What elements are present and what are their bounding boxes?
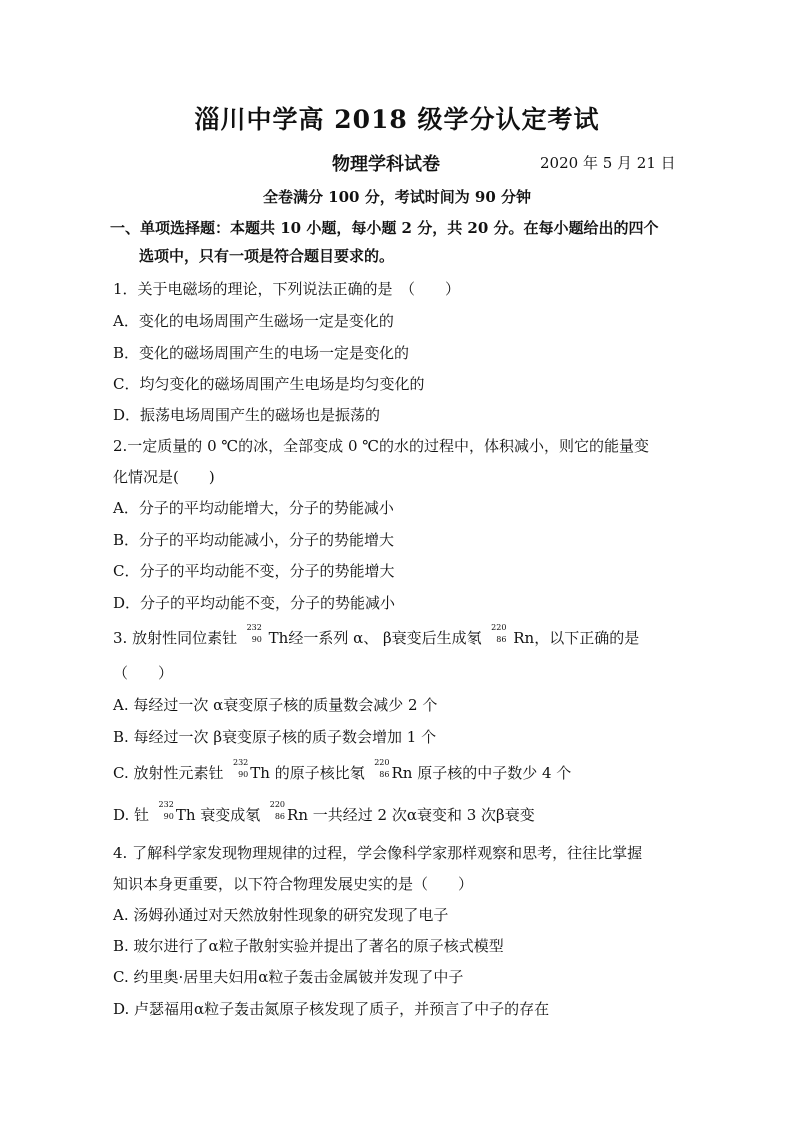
radon-mass-number: 220 xyxy=(374,758,390,767)
q1-option-a: A．变化的电场周围产生磁场一定是变化的 xyxy=(113,312,394,330)
q4-stem-line1: 4. 了解科学家发现物理规律的过程，学会像科学家那样观察和思考，往往比掌握 xyxy=(113,844,643,862)
thorium-atomic-number: 90 xyxy=(251,635,262,644)
q3-stem-line2: （ ） xyxy=(113,664,174,682)
q3-option-c-part-c: Rn 原子核的中子数少 4 个 xyxy=(391,764,572,782)
q1-stem: 1．关于电磁场的理论，下列说法正确的是 （ ） xyxy=(113,280,461,298)
q4-option-b: B. 玻尔进行了α粒子散射实验并提出了著名的原子核式模型 xyxy=(113,937,504,955)
radon-isotope-notation xyxy=(369,758,391,780)
section-heading xyxy=(110,214,690,270)
score-line: 全卷满分 100 分，考试时间为 90 分钟 xyxy=(262,188,532,206)
q2-option-b: B．分子的平均动能减小，分子的势能增大 xyxy=(113,531,395,549)
q1-option-b: B．变化的磁场周围产生的电场一定是变化的 xyxy=(113,344,410,362)
q2-option-c: C．分子的平均动能不变，分子的势能增大 xyxy=(113,562,395,580)
q3-stem-part-a: 3. 放射性同位素钍 xyxy=(113,629,238,647)
radon-isotope-notation xyxy=(486,623,508,645)
radon-atomic-number: 86 xyxy=(496,635,507,644)
exam-date: 2020 年 5 月 21 日 xyxy=(540,154,676,172)
thorium-mass-number: 232 xyxy=(246,623,262,632)
thorium-atomic-number: 90 xyxy=(163,812,174,821)
section-heading-line1: 一、单项选择题：本题共 10 小题，每小题 2 分，共 20 分。在每小题给出的四个 xyxy=(110,219,659,237)
q2-stem-line1: 2.一定质量的 0 ℃的冰，全部变成 0 ℃的水的过程中，体积减小，则它的能量变 xyxy=(113,437,650,455)
q4-option-d: D. 卢瑟福用α粒子轰击氮原子核发现了质子，并预言了中子的存在 xyxy=(113,1000,550,1018)
thorium-isotope-notation xyxy=(228,758,250,780)
radon-atomic-number: 86 xyxy=(274,812,286,821)
q3-option-d-part-a: D. 钍 xyxy=(113,806,150,824)
q4-option-a: A. 汤姆孙通过对天然放射性现象的研究发现了电子 xyxy=(113,906,449,924)
radon-mass-number: 220 xyxy=(269,800,286,809)
q2-option-a: A．分子的平均动能增大，分子的势能减小 xyxy=(113,499,394,517)
thorium-mass-number: 232 xyxy=(158,800,174,809)
q3-option-a: A. 每经过一次 α衰变原子核的质量数会减少 2 个 xyxy=(113,696,438,714)
radon-mass-number: 220 xyxy=(491,623,507,632)
q3-option-d-part-c: Rn 一共经过 2 次α衰变和 3 次β衰变 xyxy=(287,806,535,824)
thorium-atomic-number: 90 xyxy=(238,770,249,779)
q3-option-c-part-a: C. 放射性元素钍 xyxy=(113,764,224,782)
subtitle-row xyxy=(0,150,794,174)
radon-atomic-number: 86 xyxy=(379,770,390,779)
q3-option-c-part-b: Th 的原子核比氡 xyxy=(250,764,365,782)
q3-option-c xyxy=(113,758,572,783)
thorium-isotope-notation xyxy=(242,623,264,645)
q3-option-d-part-b: Th 衰变成氡 xyxy=(175,806,261,824)
exam-title: 淄川中学高 2018 级学分认定考试 xyxy=(194,105,600,134)
q3-stem-part-c: Rn，以下正确的是 xyxy=(513,629,640,647)
q4-option-c: C. 约里奥·居里夫妇用α粒子轰击金属铍并发现了中子 xyxy=(113,968,464,986)
q4-stem-line2: 知识本身更重要，以下符合物理发展史实的是（ ） xyxy=(113,875,474,893)
q3-stem-line1 xyxy=(113,623,640,648)
q3-option-d xyxy=(113,800,535,825)
radon-isotope-notation xyxy=(265,800,287,822)
exam-subtitle: 物理学科试卷 xyxy=(332,154,440,175)
q1-option-d: D．振荡电场周围产生的磁场也是振荡的 xyxy=(113,406,381,424)
thorium-isotope-notation xyxy=(154,800,176,822)
thorium-mass-number: 232 xyxy=(232,758,249,767)
section-heading-line2: 选项中，只有一项是符合题目要求的。 xyxy=(139,247,395,265)
q2-stem-line2: 化情况是( ) xyxy=(113,468,215,486)
q1-option-c: C．均匀变化的磁场周围产生电场是均匀变化的 xyxy=(113,375,425,393)
q2-option-d: D．分子的平均动能不变，分子的势能减小 xyxy=(113,594,396,612)
q3-stem-part-b: Th经一系列 α、 β衰变后生成氡 xyxy=(268,629,482,647)
q3-option-b: B. 每经过一次 β衰变原子核的质子数会增加 1 个 xyxy=(113,728,437,746)
